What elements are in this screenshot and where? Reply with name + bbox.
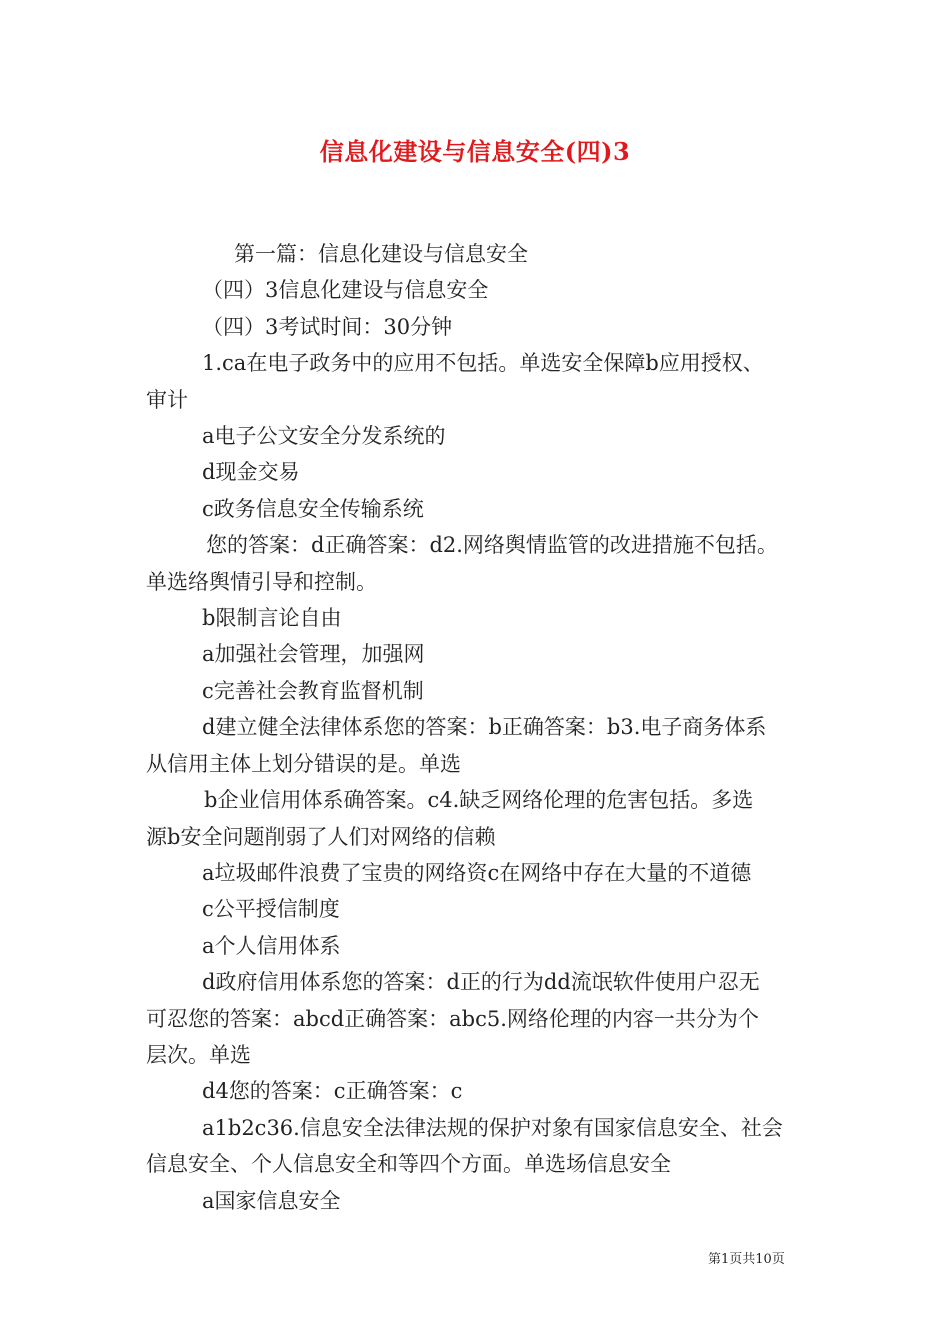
paragraph-line: a加强社会管理，加强网	[202, 642, 425, 667]
paragraph-line: a电子公文安全分发系统的	[202, 424, 446, 449]
paragraph-line: a国家信息安全	[202, 1188, 341, 1213]
paragraph-line: c公平授信制度	[202, 897, 340, 922]
document-body	[146, 236, 810, 1219]
paragraph-line: （四）3考试时间：30分钟	[202, 314, 453, 339]
paragraph-line: 可忍您的答案：abcd正确答案：abc5.网络伦理的内容一共分为个	[146, 1006, 759, 1031]
paragraph-line: 1.ca在电子政务中的应用不包括。单选安全保障b应用授权、	[202, 351, 764, 376]
paragraph-line: c完善社会教育监督机制	[202, 678, 424, 703]
document-title: 信息化建设与信息安全(四)3	[319, 137, 631, 166]
paragraph-line: （四）3信息化建设与信息安全	[202, 278, 489, 303]
paragraph-line: d现金交易	[202, 460, 300, 485]
paragraph-line: b限制言论自由	[202, 606, 342, 631]
paragraph-line: a个人信用体系	[202, 933, 341, 958]
paragraph-line: 单选络舆情引导和控制。	[146, 569, 377, 594]
paragraph-line: d4您的答案：c正确答案：c	[202, 1079, 463, 1104]
paragraph-line: 第一篇：信息化建设与信息安全	[234, 242, 528, 266]
paragraph-line: d政府信用体系您的答案：d正的行为dd流氓软件使用户忍无	[202, 970, 760, 995]
paragraph-line: 层次。单选	[146, 1042, 251, 1067]
paragraph-line: 从信用主体上划分错误的是。单选	[146, 751, 461, 776]
paragraph-line: c政务信息安全传输系统	[202, 496, 424, 521]
paragraph-line: 信息安全、个人信息安全和等四个方面。单选场信息安全	[146, 1152, 671, 1177]
paragraph-line: 审计	[146, 387, 188, 412]
paragraph-line: a垃圾邮件浪费了宝贵的网络资c在网络中存在大量的不道德	[202, 860, 752, 885]
paragraph-line: b企业信用体系确答案。c4.缺乏网络伦理的危害包括。多选	[204, 788, 754, 813]
page-number-footer: 第1页共10页	[708, 1252, 785, 1267]
paragraph-line: a1b2c36.信息安全法律法规的保护对象有国家信息安全、社会	[202, 1115, 783, 1140]
paragraph-line: d建立健全法律体系您的答案：b正确答案：b3.电子商务体系	[202, 715, 767, 740]
paragraph-line: 您的答案：d正确答案：d2.网络舆情监管的改进措施不包括。	[206, 533, 778, 558]
paragraph-line: 源b安全问题削弱了人们对网络的信赖	[146, 824, 496, 849]
